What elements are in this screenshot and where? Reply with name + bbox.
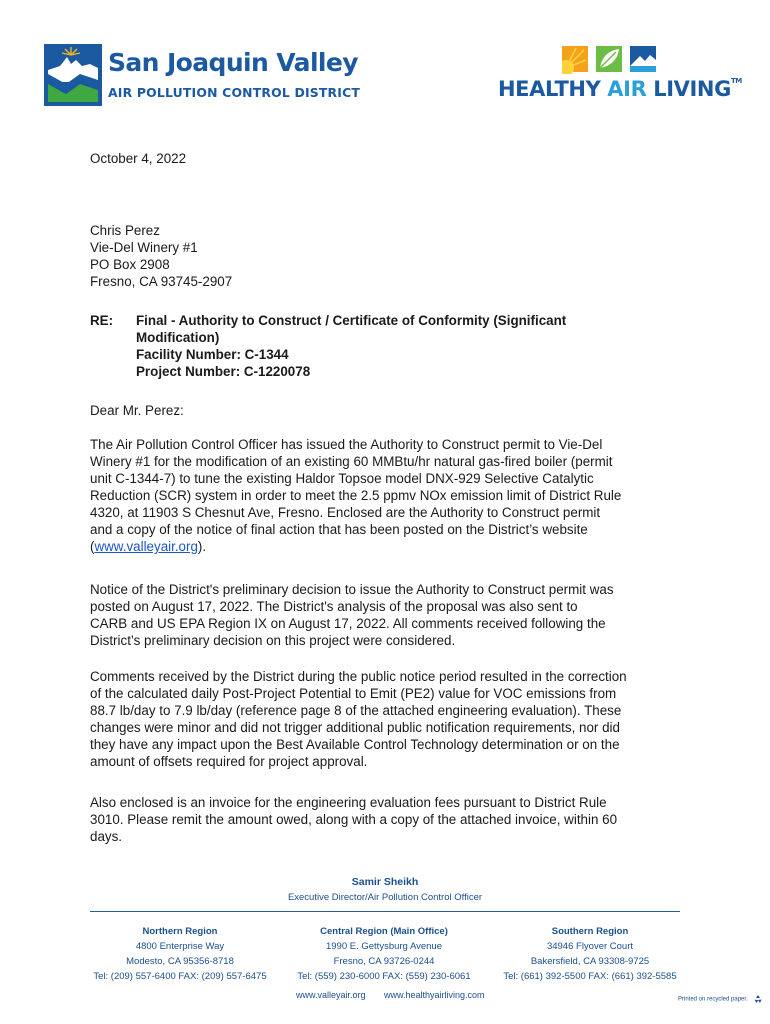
text-line: Also enclosed is an invoice for the engineering evaluation fees pursuant to District Rule <box>90 795 607 810</box>
healthy-air-living-wordmark <box>498 77 742 101</box>
northern-region <box>80 924 280 984</box>
text-line: and a copy of the notice of final action that has been posted on the District’s website <box>90 522 588 537</box>
text-line: Reduction (SCR) system in order to meet the 2.5 ppmv NOx emission limit of District Rule <box>90 488 622 503</box>
mountain-square-icon <box>630 46 656 72</box>
re-line-1: Final - Authority to Construct / Certificate of Conformity (Significant <box>136 313 567 328</box>
sun-square-icon <box>562 46 588 74</box>
healthy-air-living-logo <box>496 46 742 106</box>
region-city: Modesto, CA 95356-8718 <box>126 956 234 967</box>
text-line: 3010. Please remit the amount owed, along with a copy of the attached invoice, within 60 <box>90 812 618 827</box>
brand-air: AIR <box>607 77 647 101</box>
recipient-po-box: PO Box 2908 <box>90 257 170 272</box>
recycled-paper-note <box>678 994 763 1004</box>
website-healthyairliving[interactable]: www.healthyairliving.com <box>384 990 485 1000</box>
project-number: Project Number: C-1220078 <box>136 364 311 379</box>
text-line: posted on August 17, 2022. The District's analysis of the proposal was also sent to <box>90 599 578 614</box>
brand-healthy: HEALTHY <box>498 77 608 101</box>
officer-name: Samir Sheikh <box>351 876 419 888</box>
website-line <box>90 538 680 555</box>
footer-divider <box>90 911 680 912</box>
district-logo <box>44 44 361 106</box>
text-line: of the calculated daily Post-Project Potential to Emit (PE2) value for VOC emissions from <box>90 686 617 701</box>
text-line: Comments received by the District during the public notice period resulted in the correction <box>90 669 627 684</box>
text-line: 88.7 lb/day to 7.9 lb/day (reference page 8 of the attached engineering evaluation). These <box>90 703 622 718</box>
recipient-company: Vie-Del Winery #1 <box>90 240 198 255</box>
recycle-icon <box>753 994 763 1004</box>
text-line: CARB and US EPA Region IX on August 17, 2022. All comments received following the <box>90 616 606 631</box>
text-line: Winery #1 for the modification of an existing 60 MMBtu/hr natural gas-fired boiler (permit <box>90 454 613 469</box>
text-line: unit C-1344-7) to tune the existing Haldor Topsoe model DNX-929 Selective Catalytic <box>90 471 594 486</box>
website-valleyair[interactable]: www.valleyair.org <box>296 990 366 1000</box>
text-line: they have any impact upon the Best Available Control Technology determination or on the <box>90 737 620 752</box>
leaf-square-icon <box>596 46 622 72</box>
org-name: San Joaquin Valley <box>108 48 358 77</box>
southern-region <box>490 924 690 984</box>
recycled-text: Printed on recycled paper. <box>678 996 748 1003</box>
re-label: RE: <box>90 313 114 328</box>
text-line: District’s preliminary decision on this project were considered. <box>90 633 456 648</box>
brand-trademark: TM <box>730 77 742 85</box>
text-line: Notice of the District's preliminary decision to issue the Authority to Construct permit was <box>90 582 614 597</box>
paragraph-3 <box>90 668 680 770</box>
paragraph-2 <box>90 581 680 649</box>
text-line: The Air Pollution Control Officer has issued the Authority to Construct permit to Vie-Del <box>90 437 603 452</box>
salutation: Dear Mr. Perez: <box>90 403 184 418</box>
valleyair-link[interactable]: www.valleyair.org <box>94 539 198 554</box>
text-line: days. <box>90 829 123 844</box>
region-address: 1990 E. Gettysburg Avenue <box>325 941 443 952</box>
region-address: 34946 Flyover Court <box>546 941 634 952</box>
valley-mountain-sun-icon <box>44 44 102 106</box>
region-phone: Tel: (661) 392-5500 FAX: (661) 392-5585 <box>503 971 677 982</box>
region-city: Bakersfield, CA 93308-9725 <box>530 956 650 967</box>
region-phone: Tel: (559) 230-6000 FAX: (559) 230-6061 <box>297 971 471 982</box>
letter-date: October 4, 2022 <box>90 151 187 166</box>
recipient-name: Chris Perez <box>90 223 160 238</box>
central-region <box>284 924 484 984</box>
text-line: changes were minor and did not trigger additional public notification requirements, nor did <box>90 720 620 735</box>
region-address: 4800 Enterprise Way <box>135 941 225 952</box>
region-city: Fresno, CA 93726-0244 <box>333 956 435 967</box>
paragraph-1 <box>90 436 680 555</box>
recipient-address <box>90 222 680 290</box>
link-close-paren: ). <box>197 539 207 554</box>
subject-block <box>90 312 680 382</box>
recipient-city: Fresno, CA 93745-2907 <box>90 274 233 289</box>
link-open-paren: ( <box>90 539 95 554</box>
region-name: Southern Region <box>551 926 629 937</box>
region-name: Northern Region <box>142 926 218 937</box>
region-name: Central Region (Main Office) <box>320 926 448 937</box>
text-line: amount of offsets required for project approval. <box>90 754 368 769</box>
region-phone: Tel: (209) 557-6400 FAX: (209) 557-6475 <box>93 971 267 982</box>
re-line-2: Modification) <box>136 330 220 345</box>
paragraph-4 <box>90 794 680 845</box>
text-line: 4320, at 11903 S Chesnut Ave, Fresno. Enclosed are the Authority to Construct permit <box>90 505 601 520</box>
facility-number: Facility Number: C-1344 <box>136 347 289 362</box>
org-subtitle: AIR POLLUTION CONTROL DISTRICT <box>108 85 361 100</box>
re-text <box>136 312 656 380</box>
brand-living: LIVING <box>646 77 731 101</box>
officer-title: Executive Director/Air Pollution Control Officer <box>287 892 483 903</box>
